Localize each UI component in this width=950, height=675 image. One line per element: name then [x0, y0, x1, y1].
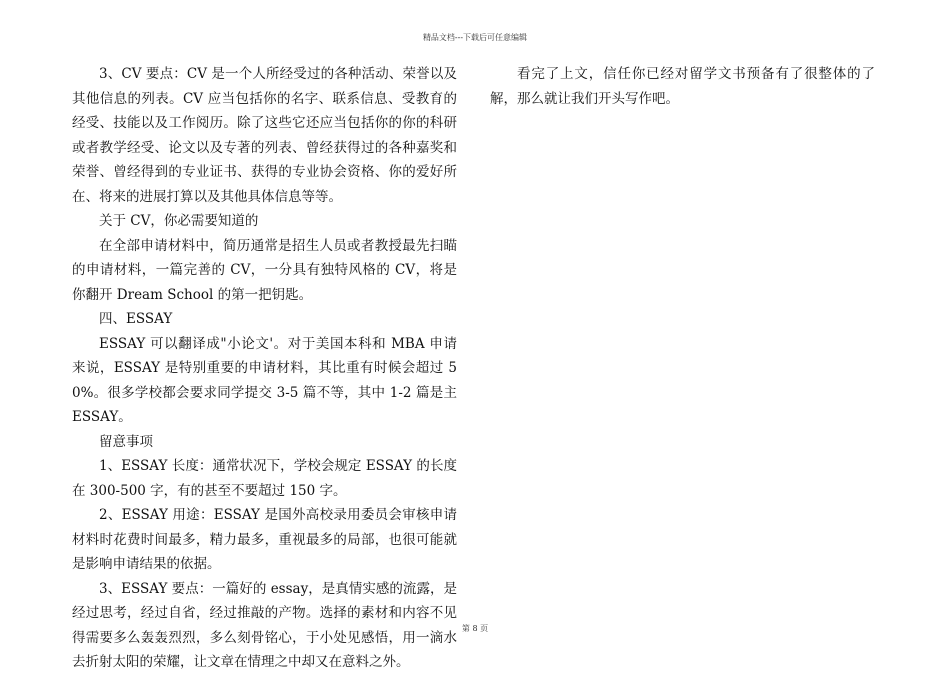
paragraph-essay-purpose: 2、ESSAY 用途：ESSAY 是国外高校录用委员会审核申请材料时花费时间最多，精力最多，重视最多的局部，也很可能就是影响申请结果的依据。: [72, 507, 457, 572]
paragraph-about-cv: 关于 CV，你必需要知道的: [99, 213, 259, 229]
section-heading-essay: 四、ESSAY: [99, 311, 173, 327]
paragraph-conclusion: 看完了上文，信任你已经对留学文书预备有了很整体的了解，那么就让我们开头写作吧。: [490, 66, 875, 107]
paragraph-cv-importance: 在全部申请材料中，简历通常是招生人员或者教授最先扫瞄的申请材料，一篇完善的 CV，一分具有独特风格的 CV，将是你翻开 Dream School 的第一把钥匙。: [72, 237, 457, 303]
paragraph-essay-intro: ESSAY 可以翻译成"小论文'。对于美国本科和 MBA 申请来说，ESSAY 是特别重要的申请材料，其比重有时候会超过 50%。很多学校都会要求同学提交 3-5 篇不等，其中 1-2 篇是主 ESSAY。: [72, 335, 457, 425]
page-header: 精品文档---下载后可任意编辑: [422, 33, 528, 42]
paragraph-cv-key-points: 3、CV 要点：CV 是一个人所经受过的各种活动、荣誉以及其他信息的列表。CV 应当包括你的名字、联系信息、受教育的经受、技能以及工作阅历。除了这些它还应当包括你的你的科研或者教学经受、论文以及专著的列表、曾经获得过的各种嘉奖和荣誉、曾经得到的专业证书、获得的专业协会资格、你的爱好所在、将来的进展打算以及其他具体信息等等。: [72, 66, 457, 205]
page-number: 第 8 页: [461, 624, 489, 633]
right-column: [490, 62, 875, 111]
paragraph-essay-key-points: 3、ESSAY 要点：一篇好的 essay，是真情实感的流露，是经过思考，经过自省，经过推敲的产物。选择的素材和内容不见得需要多么轰轰烈烈，多么刻骨铭心，于小处见感悟，用一滴水去折射太阳的荣耀，让文章在情理之中却又在意料之外。: [72, 580, 457, 670]
paragraph-essay-length: 1、ESSAY 长度：通常状况下，学校会规定 ESSAY 的长度在 300-500 字，有的甚至不要超过 150 字。: [72, 458, 457, 499]
left-column: [72, 62, 457, 675]
subheading-notes: 留意事项: [99, 433, 153, 450]
